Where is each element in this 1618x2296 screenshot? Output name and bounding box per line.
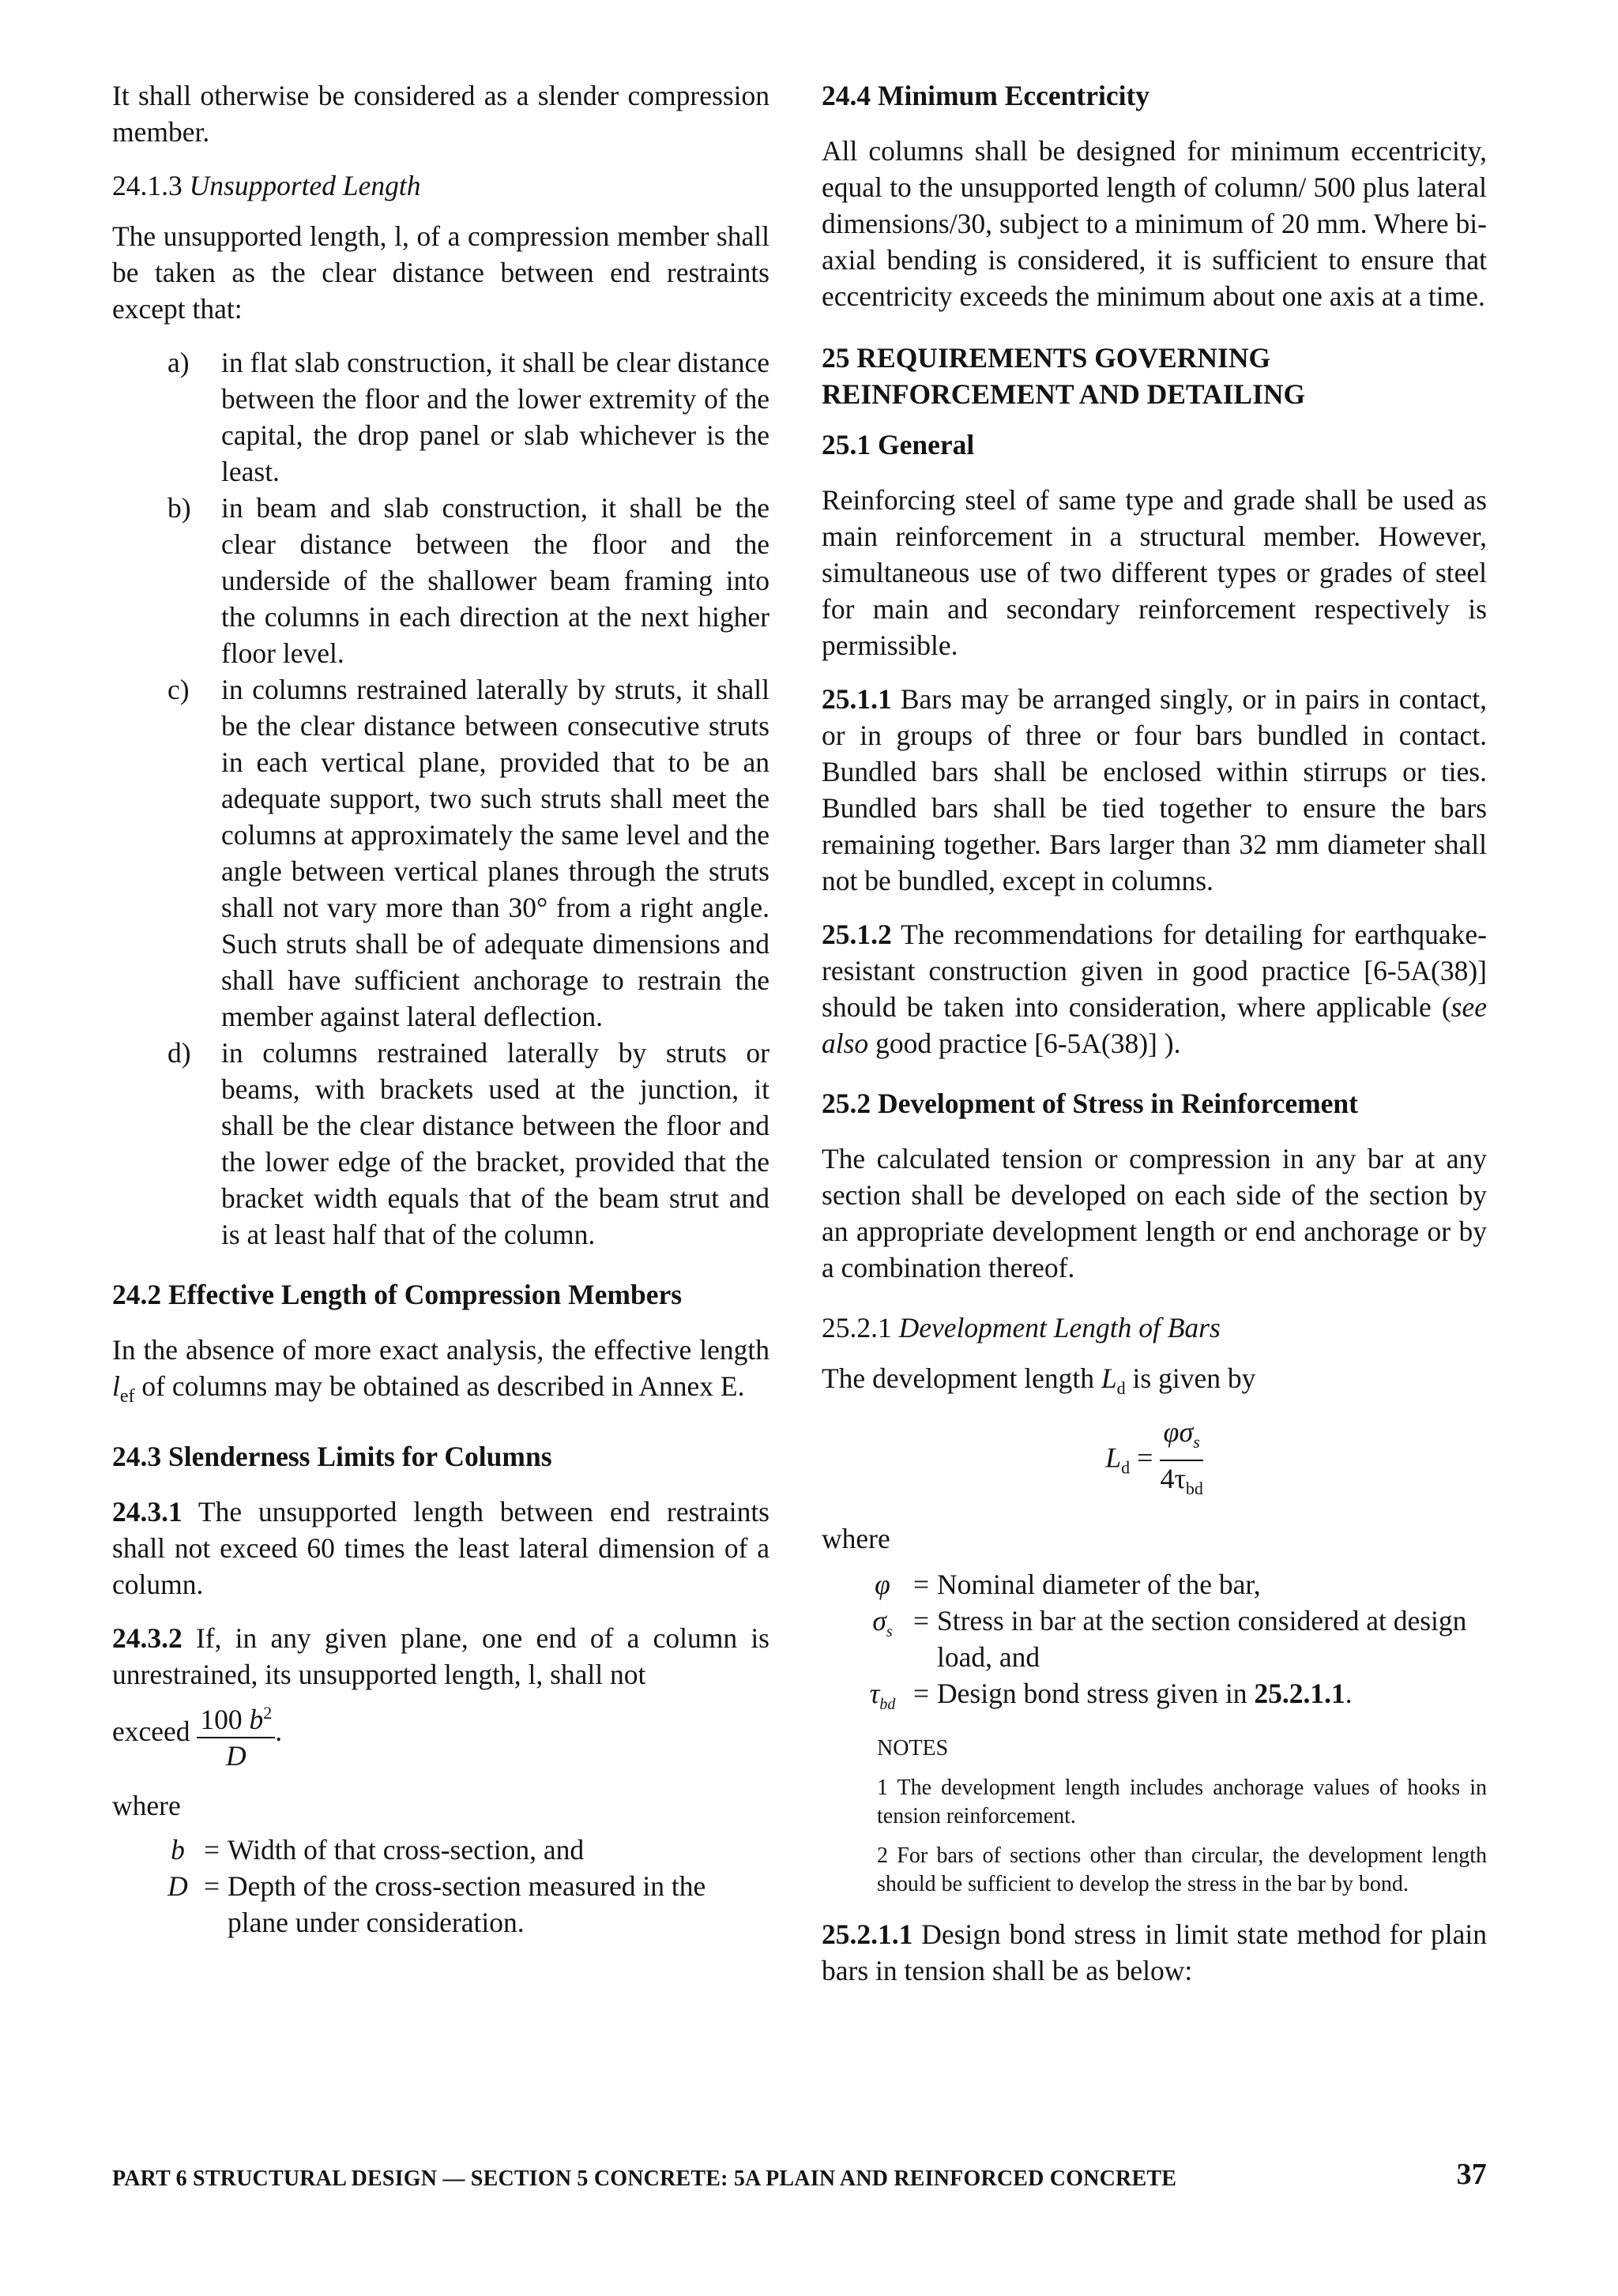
list-item: d) in columns restrained laterally by struts or beams, with brackets used at the junction, it shall be the clear distance between the floor and the lower edge of the bracket, provided that the bracket width equals that of the beam strut and is at least half that of the column. (167, 1037, 769, 1250)
definition-row: φ = Nominal diameter of the bar, (875, 1569, 1261, 1601)
section-24-1-3-body: The unsupported length, l, of a compression member shall be taken as the clear distance between end restraints except that: (112, 220, 769, 325)
development-length-intro: The development length $L_d$ is given by (822, 1362, 1256, 1399)
where-label: where (112, 1789, 181, 1821)
section-25-1-heading: 25.1 General (822, 429, 975, 460)
section-24-3-2: 24.3.2 If, in any given plane, one end of a column is unrestrained, its unsupported length, l, shall not (112, 1622, 769, 1691)
section-24-2-heading: 24.2 Effective Length of Compression Members (112, 1279, 683, 1310)
notes-heading: NOTES (877, 1735, 949, 1761)
section-25-2-heading: 25.2 Development of Stress in Reinforcement (822, 1088, 1358, 1119)
list-item: a) in flat slab construction, it shall be clear distance between the floor and the lower extremity of the capital, the drop panel or slab whichever is the least. (167, 347, 769, 487)
page-number: 37 (1456, 2158, 1487, 2191)
definition-row: $\tau_{bd}$ = Design bond stress given in 25.2.1.1. (869, 1678, 1353, 1714)
footer-text: PART 6 STRUCTURAL DESIGN — SECTION 5 CONCRETE: 5A PLAIN AND REINFORCED CONCRETE (112, 2166, 1177, 2191)
note-1: 1 The development length includes anchorage values of hooks in tension reinforcement. (877, 1775, 1487, 1828)
section-25-1-body: Reinforcing steel of same type and grade shall be used as main reinforcement in a structural member. However, simultaneous use of two different types or grades of steel for main and secondary reinforcement respectively is permissible. (822, 484, 1487, 661)
section-25-2-body: The calculated tension or compression in any bar at any section shall be developed on each side of the section by an appropriate development length or end anchorage or by a combination thereof. (822, 1143, 1487, 1283)
section-24-1-3-heading (112, 167, 769, 204)
definitions-table (860, 1566, 1487, 1723)
section-25-2-1-heading: 25.2.1 Development Length of Bars (822, 1312, 1221, 1343)
note-2: 2 For bars of sections other than circular, the development length should be sufficient to develop the stress in the bar by bond. (877, 1843, 1487, 1896)
intro-paragraph: It shall otherwise be considered as a slender compression member. (112, 80, 769, 148)
section-24-4-heading: 24.4 Minimum Eccentricity (822, 80, 1150, 111)
definition-row: b = Width of that cross-section, and (171, 1833, 585, 1866)
where-label: where (822, 1523, 890, 1555)
definition-row: D = Depth of the cross-section measured in the plane under consideration. (167, 1869, 706, 1938)
section-24-3-1: 24.3.1 The unsupported length between end restraints shall not exceed 60 times the least lateral dimension of a column. (112, 1496, 770, 1601)
left-column (112, 77, 769, 1950)
section-25-heading: 25 REQUIREMENTS GOVERNING REINFORCEMENT AND DETAILING (822, 342, 1306, 410)
right-column (822, 77, 1487, 2006)
section-24-2-body: In the absence of more exact analysis, the effective length $l_{ef}$ of columns may be obtained as described in Annex E. (112, 1334, 769, 1407)
section-title: Unsupported Length (189, 170, 421, 201)
section-24-4-body: All columns shall be designed for minimum eccentricity, equal to the unsupported length of column/ 500 plus lateral dimensions/30, subject to a minimum of 20 mm. Where bi-axial bending is considered, it is sufficient to ensure that eccentricity exceeds the minimum about one axis at a time. (822, 135, 1487, 312)
section-25-1-1: 25.1.1 Bars may be arranged singly, or in pairs in contact, or in groups of three or four bars bundled in contact. Bundled bars shall be enclosed within stirrups or ties. Bundled bars shall be tied together to ensure the bars remaining together. Bars larger than 32 mm diameter shall not be bundled, except in columns. (822, 683, 1488, 896)
development-length-formula: $L_d$ = $\frac{\varphi\sigma_s}{4\tau_{bd}}$ (1105, 1416, 1203, 1499)
section-24-3-heading: 24.3 Slenderness Limits for Columns (112, 1441, 552, 1473)
section-25-2-1-1: 25.2.1.1 Design bond stress in limit state method for plain bars in tension shall be as below: (822, 1918, 1487, 1986)
definition-row: $\sigma_s$ = Stress in bar at the section considered at design load, and (872, 1605, 1467, 1674)
definitions-table (160, 1832, 769, 1941)
list-item: c) in columns restrained laterally by struts, it shall be the clear distance between consecutive struts in each vertical plane, provided that to be an adequate support, two such struts shall meet the columns at approximately the same level and the angle between vertical planes through the struts shall not vary more than 30° from a right angle. Such struts shall be of adequate dimensions and shall have sufficient anchorage to restrain the member against lateral deflection. (167, 674, 769, 1032)
slenderness-fraction: $\frac{100 b^2}{D}$ (197, 1696, 275, 1773)
page-footer (112, 2158, 1487, 2197)
section-25-1-2: 25.1.2 The recommendations for detailing for earthquake-resistant construction given in good practice [6-5A(38)] should be taken into consideration, where applicable (see also good practice [6-5A(38)] ). (822, 919, 1488, 1059)
list-item: b) in beam and slab construction, it shall be the clear distance between the floor and the underside of the shallower beam framing into the columns in each direction at the next higher floor level. (167, 492, 769, 669)
section-number: 24.1.3 (112, 170, 182, 201)
exceptions-list (112, 344, 769, 1253)
exceed-formula: exceed $\frac{100 b^2}{D}$ . (112, 1696, 769, 1773)
